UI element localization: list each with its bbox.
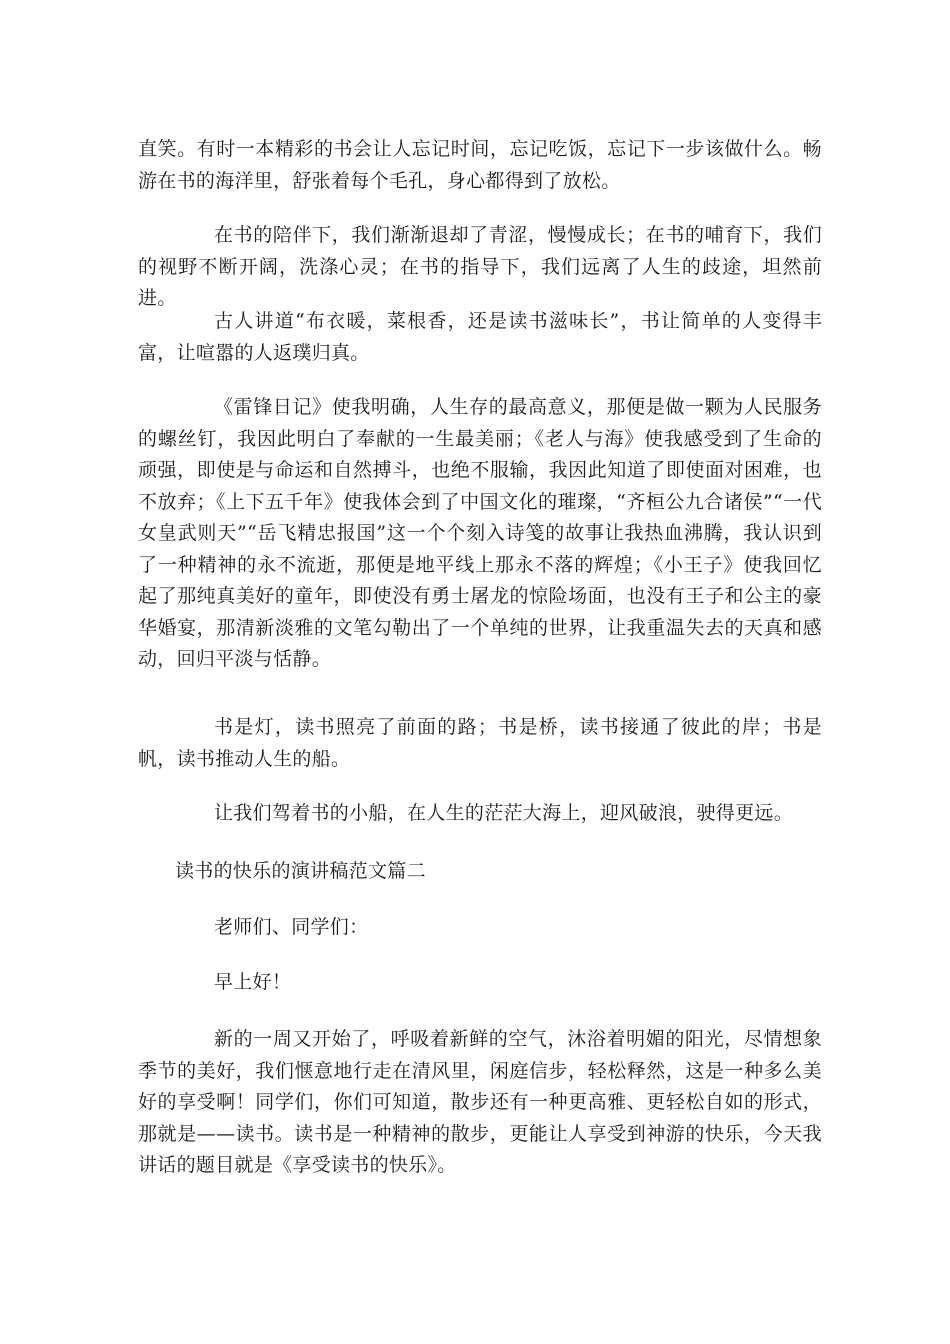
- greeting: 老师们、同学们：: [214, 916, 369, 938]
- section-title: 读书的快乐的演讲稿范文篇二: [175, 860, 426, 882]
- paragraph-2: 在书的陪伴下，我们渐渐退却了青涩，慢慢成长；在书的哺育下，我们的视野不断开阔，洗涤心灵；在书的指导下，我们远离了人生的歧途，坦然前进。: [138, 224, 822, 309]
- paragraph-4: 《雷锋日记》使我明确，人生存的最高意义，那便是做一颗为人民服务的螺丝钉，我因此明白了奉献的一生最美丽；《老人与海》使我感受到了生命的顽强，即使是与命运和自然搏斗，也绝不服输，我因此知道了即使面对困难，也不放弃；《上下五千年》使我体会到了中国文化的璀璨，“齐桓公九合诸侯”“一代女皇武则天”“岳飞精忠报国”这一个个刻入诗笺的故事让我热血沸腾，我认识到了一种精神的永不流逝，那便是地平线上那永不落的辉煌；《小王子》使我回忆起了那纯真美好的童年，即使没有勇士屠龙的惊险场面，也没有王子和公主的豪华婚宴，那清新淡雅的文笔勾勒出了一个单纯的世界，让我重温失去的天真和感动，回归平淡与恬静。: [138, 396, 822, 670]
- paragraph-closing: 新的一周又开始了，呼吸着新鲜的空气，沐浴着明媚的阳光，尽情想象季节的美好，我们惬意地行走在清风里，闲庭信步，轻松释然，这是一种多么美好的享受啊！同学们，你们可知道，散步还有一种更高雅、更轻松自如的形式，那就是——读书。读书是一种精神的散步，更能让人享受到神游的快乐，今天我讲话的题目就是《享受读书的快乐》。: [138, 1028, 822, 1176]
- morning-greeting: 早上好！: [214, 971, 292, 993]
- paragraph-1: 直笑。有时一本精彩的书会让人忘记时间，忘记吃饭，忘记下一步该做什么。畅游在书的海洋里，舒张着每个毛孔，身心都得到了放松。: [138, 138, 822, 192]
- paragraph-5: 书是灯，读书照亮了前面的路；书是桥，读书接通了彼此的岸；书是帆，读书推动人生的船。: [138, 716, 822, 770]
- paragraph-3: 古人讲道“布衣暖，菜根香，还是读书滋味长”，书让简单的人变得丰富，让喧嚣的人返璞归真。: [138, 310, 822, 364]
- paragraph-6: 让我们驾着书的小船，在人生的茫茫大海上，迎风破浪，驶得更远。: [214, 802, 794, 824]
